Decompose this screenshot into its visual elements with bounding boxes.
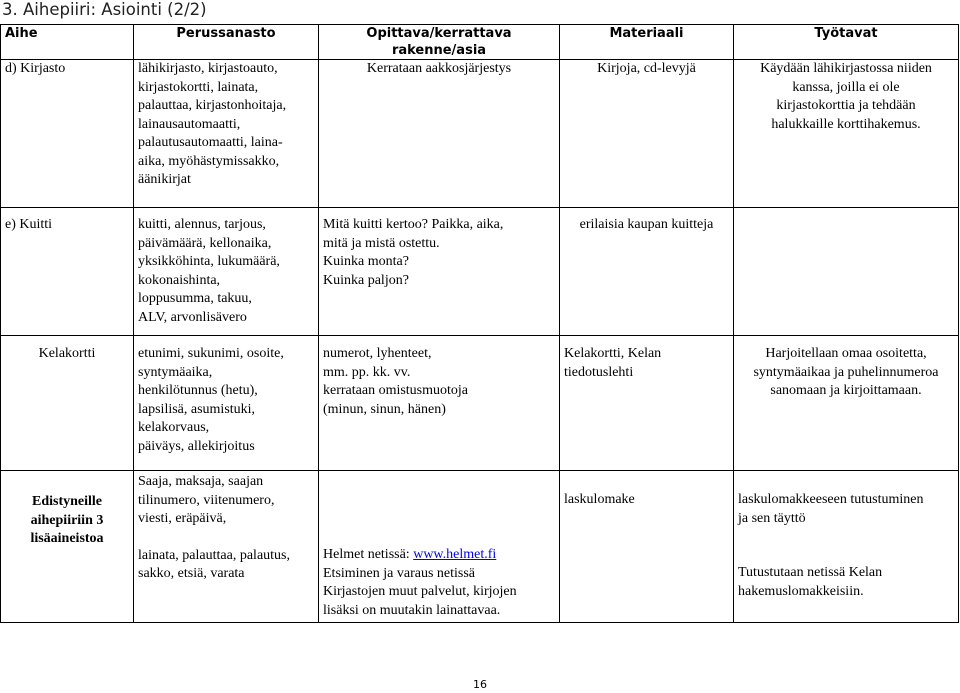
- cell-rakenne: Mitä kuitti kertoo? Paikka, aika, mitä ja mistä ostettu. Kuinka monta? Kuinka paljon?: [319, 208, 560, 336]
- cell-perussanasto: [134, 471, 319, 623]
- header-rakenne: Opittava/kerrattava rakenne/asia: [319, 25, 560, 60]
- page-number: 16: [473, 678, 487, 691]
- rakenne-rest: Etsiminen ja varaus netissä Kirjastojen muut palvelut, kirjojen lisäksi on muutakin lainattavaa.: [323, 565, 517, 618]
- helmet-link[interactable]: www.helmet.fi: [413, 547, 497, 562]
- cell-tyotavat: [734, 471, 959, 623]
- table-row: [1, 471, 959, 623]
- cell-tyotavat: Käydään lähikirjastossa niiden kanssa, joilla ei ole kirjastokorttia ja tehdään halukkaille korttihakemus.: [734, 60, 959, 208]
- perussanasto-part-2: lainata, palauttaa, palautus, sakko, etsiä, varata: [138, 547, 290, 581]
- table-row: [1, 336, 959, 471]
- cell-materiaali: laskulomake: [560, 471, 734, 623]
- cell-perussanasto: lähikirjasto, kirjastoauto, kirjastokortti, lainata, palauttaa, kirjastonhoitaja, lainausautomaatti, palautusautomaatti, laina- aika, myöhästymissakko, äänikirjat: [134, 60, 319, 208]
- cell-materiaali: erilaisia kaupan kuitteja: [560, 208, 734, 336]
- table-row: [1, 60, 959, 208]
- cell-perussanasto: etunimi, sukunimi, osoite, syntymäaika, henkilötunnus (hetu), lapsilisä, asumistuki, kelakorvaus, päiväys, allekirjoitus: [134, 336, 319, 471]
- cell-perussanasto: kuitti, alennus, tarjous, päivämäärä, kellonaika, yksikköhinta, lukumäärä, kokonaishinta, loppusumma, takuu, ALV, arvonlisävero: [134, 208, 319, 336]
- cell-materiaali: Kirjoja, cd-levyjä: [560, 60, 734, 208]
- header-aihe: Aihe: [1, 25, 134, 60]
- header-materiaali: Materiaali: [560, 25, 734, 60]
- cell-rakenne: [319, 471, 560, 623]
- perussanasto-part-1: Saaja, maksaja, saajan tilinumero, viitenumero, viesti, eräpäivä,: [138, 474, 275, 526]
- cell-rakenne: numerot, lyhenteet, mm. pp. kk. vv. kerrataan omistusmuotoja (minun, sinun, hänen): [319, 336, 560, 471]
- cell-aihe: Kelakortti: [1, 336, 134, 471]
- header-perussanasto: Perussanasto: [134, 25, 319, 60]
- curriculum-table: [0, 24, 959, 623]
- cell-aihe: d) Kirjasto: [1, 60, 134, 208]
- page-title: 3. Aihepiiri: Asiointi (2/2): [2, 0, 207, 19]
- cell-rakenne: Kerrataan aakkosjärjestys: [319, 60, 560, 208]
- cell-materiaali: Kelakortti, Kelan tiedotuslehti: [560, 336, 734, 471]
- cell-aihe: e) Kuitti: [1, 208, 134, 336]
- helmet-prefix: Helmet netissä:: [323, 547, 414, 562]
- cell-aihe: Edistyneille aihepiiriin 3 lisäaineistoa: [1, 471, 134, 623]
- tyotavat-part-2: Tutustutaan netissä Kelan hakemuslomakkeisiin.: [738, 565, 883, 599]
- cell-tyotavat: [734, 208, 959, 336]
- header-tyotavat: Työtavat: [734, 25, 959, 60]
- table-header-row: [1, 25, 959, 60]
- tyotavat-part-1: laskulomakkeeseen tutustuminen ja sen täyttö: [738, 492, 924, 526]
- table-row: [1, 208, 959, 336]
- cell-tyotavat: Harjoitellaan omaa osoitetta, syntymäaikaa ja puhelinnumeroa sanomaan ja kirjoittamaan.: [734, 336, 959, 471]
